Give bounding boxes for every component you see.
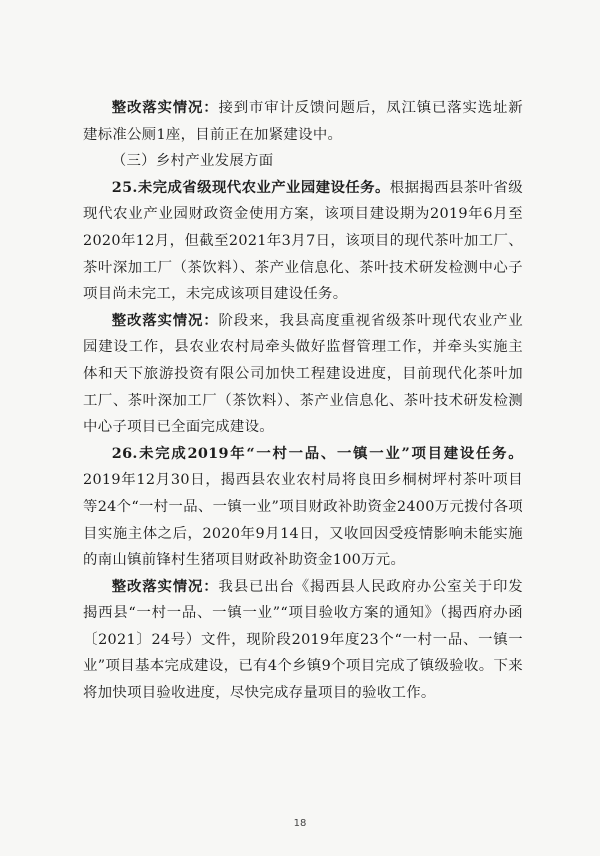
paragraph-text: 接到市审计反馈问题后，凤江镇已落实选址新建标准公厕1座，目前正在加紧建设中。 — [83, 100, 523, 143]
paragraph-issue-25 — [83, 175, 523, 308]
paragraph-rectification-25 — [83, 308, 523, 441]
paragraph-text: 2019年12月30日，揭西县农业农村局将良田乡桐树坪村茶叶项目等24个“一村一品、一镇一业”项目财政补助资金2400万元拨付各项目实施主体之后，2020年9月14日，又收回因受疫情影响未能实施的南山镇前锋村生猪项目财政补助资金100万元。 — [83, 472, 523, 569]
paragraph-lead: 整改落实情况： — [111, 311, 219, 329]
document-body — [83, 95, 523, 707]
paragraph-issue-26 — [83, 441, 523, 574]
paragraph-text: 我县已出台《揭西县人民政府办公室关于印发揭西县“一村一品、一镇一业”“项目验收方案的通知》（揭西府办函〔2021〕24号）文件，现阶段2019年度23个“一村一品、一镇一业”项目基本完成建设，已有4个乡镇9个项目完成了镇级验收。下来将加快项目验收进度，尽快完成存量项目的验收工作。 — [83, 578, 523, 702]
paragraph-rectification-26 — [83, 574, 523, 707]
section-heading: （三）乡村产业发展方面 — [111, 153, 274, 170]
paragraph-lead: 26.未完成2019年“一村一品、一镇一业”项目建设任务。 — [111, 444, 523, 462]
paragraph-rectification-1 — [83, 95, 523, 148]
paragraph-lead: 25.未完成省级现代农业产业园建设任务。 — [111, 178, 390, 196]
paragraph-lead: 整改落实情况： — [111, 577, 219, 595]
paragraph-text: 根据揭西县茶叶省级现代农业产业园财政资金使用方案，该项目建设期为2019年6月至2020年12月，但截至2021年3月7日，该项目的现代茶叶加工厂、茶叶深加工厂（茶饮料）、茶产业信息化、茶叶技术研发检测中心子项目尚未完工，未完成该项目建设任务。 — [83, 179, 523, 303]
paragraph-text: 阶段来，我县高度重视省级茶叶现代农业产业园建设工作，县农业农村局牵头做好监督管理工作，并牵头实施主体和天下旅游投资有限公司加快工程建设进度，目前现代化茶叶加工厂、茶叶深加工厂（茶饮料）、茶产业信息化、茶叶技术研发检测中心子项目已全面完成建设。 — [83, 312, 523, 436]
page-number: 18 — [293, 818, 307, 829]
paragraph-lead: 整改落实情况： — [111, 99, 219, 116]
